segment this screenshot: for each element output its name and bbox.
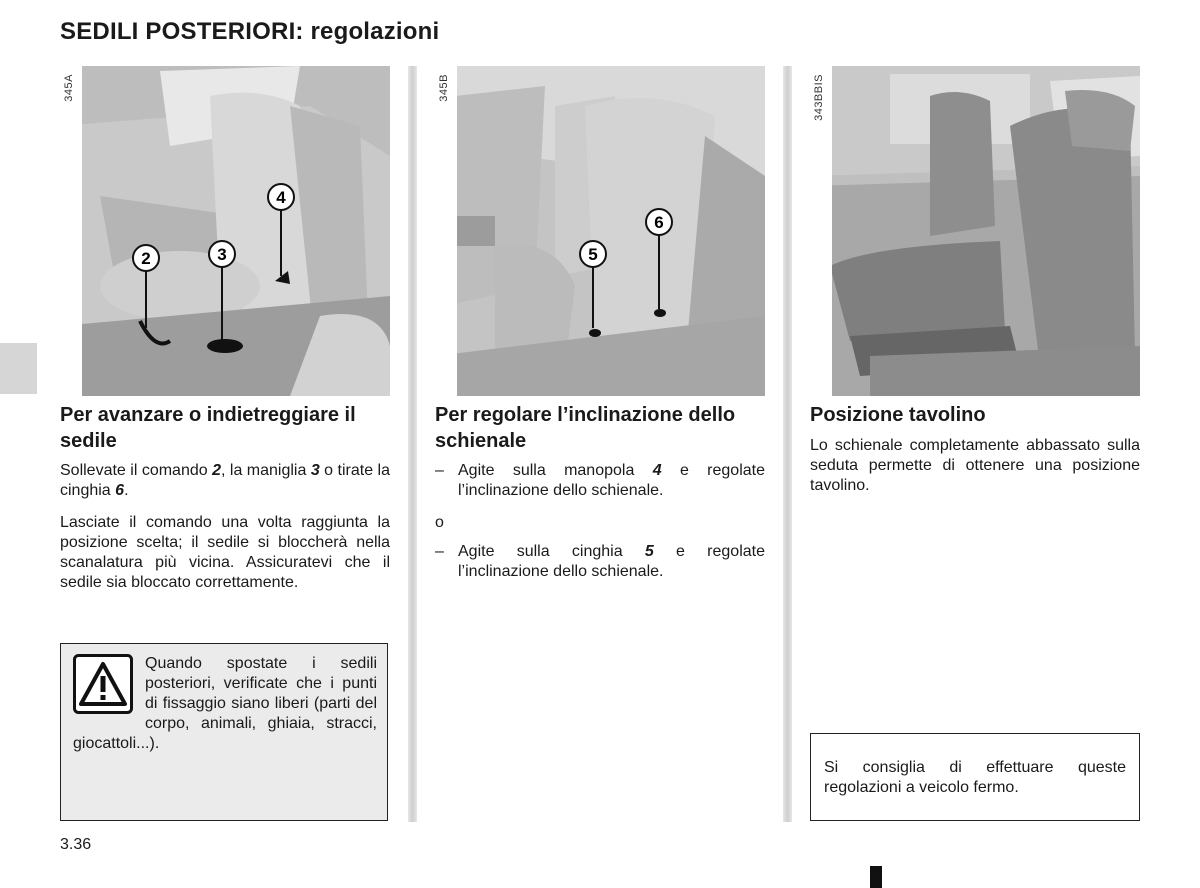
list-item: – Agite sulla cinghia 5 e regolate l’inclinazione dello schienale. — [435, 543, 765, 580]
figure-343BBIS — [810, 66, 1140, 396]
svg-text:3: 3 — [217, 245, 227, 264]
page-number: 3.36 — [60, 836, 92, 853]
section-heading: Per regolare l’inclinazione dello schienale — [435, 404, 736, 452]
figure-code: 345B — [435, 66, 457, 396]
column-divider — [783, 66, 792, 822]
callout-6 — [646, 209, 672, 235]
section-heading: Posizione tavolino — [810, 404, 986, 426]
column-divider — [408, 66, 417, 822]
svg-text:2: 2 — [141, 249, 151, 268]
section-tab — [0, 343, 37, 394]
section-heading: Per avanzare o indietreggiare il sedile — [60, 404, 356, 452]
svg-text:5: 5 — [588, 245, 598, 264]
figure-code: 345A — [60, 66, 82, 396]
callout-5 — [580, 241, 606, 267]
paragraph: Lasciate il comando una volta raggiunta la posizione scelta; il sedile si bloccherà nella scanalatura più vicina. Assicuratevi che il sedile sia bloccato correttamente. — [60, 514, 390, 591]
page-title: SEDILI POSTERIORI: regolazioni — [60, 18, 440, 45]
edge-marker — [870, 866, 882, 888]
warning-triangle-icon — [73, 654, 133, 714]
note-text: Si consiglia di effettuare queste regolazioni a veicolo fermo. — [824, 759, 1126, 796]
paragraph: Lo schienale completamente abbassato sulla seduta permette di ottenere una posizione tavolino. — [810, 437, 1140, 494]
figure-345A — [60, 66, 390, 396]
list-item: – Agite sulla manopola 4 e regolate l’inclinazione dello schienale. — [435, 462, 766, 499]
paragraph: Sollevate il comando 2, la maniglia 3 o tirate la cinghia 6. — [60, 462, 390, 499]
svg-text:4: 4 — [276, 188, 286, 207]
or-text: o — [435, 514, 444, 531]
figure-code: 343BBIS — [810, 66, 832, 396]
warning-box — [60, 643, 388, 821]
callout-2 — [133, 245, 159, 271]
figure-345B — [435, 66, 765, 396]
note-box — [810, 733, 1140, 821]
callout-4 — [268, 184, 294, 210]
warning-text: Quando spostate i sedili posteriori, verificate che i punti di fissaggio siano liberi (parti del corpo, animali, ghiaia, stracci, giocattoli...). — [73, 655, 377, 752]
svg-text:6: 6 — [654, 213, 664, 232]
callout-3 — [209, 241, 235, 267]
